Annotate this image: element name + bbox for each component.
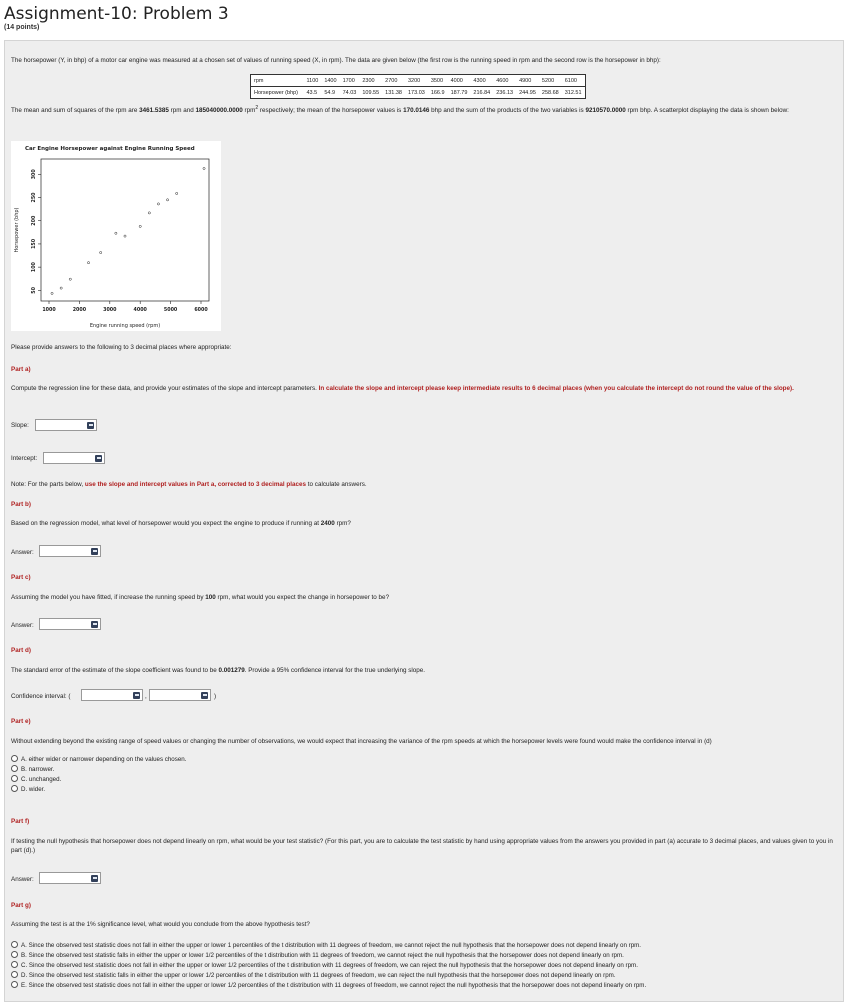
table-row-rpm [251, 75, 586, 87]
option-label: A. Since the observed test statistic does not fall in either the upper or lower 1 percentiles of the t distribution with 11 degrees of freedom, we cannot reject the null hypothesis that the horsepower does not depend linearly on rpm. [21, 942, 642, 949]
calculator-icon[interactable] [95, 455, 102, 462]
table-cell: 54.9 [321, 87, 339, 99]
table-cell: 2700 [382, 75, 405, 87]
radio-button[interactable] [11, 941, 18, 948]
option-label: D. wider. [21, 786, 46, 793]
table-cell: 236.13 [493, 87, 516, 99]
radio-button[interactable] [11, 775, 18, 782]
part-b-label: Part b) [11, 501, 31, 508]
part-b-text [11, 520, 351, 529]
ci-close: ) [214, 693, 217, 700]
option-label: C. Since the observed test statistic does not fall in either the upper or lower 1/2 percentiles of the t distribution with 11 degrees of freedom, we can reject the null hypothesis that the horsepower does not depend linearly on rpm. [21, 962, 638, 969]
part-d-text [11, 667, 425, 676]
part-b-answer-label: Answer: [11, 549, 34, 556]
part-f-answer-label: Answer: [11, 876, 34, 883]
intercept-input[interactable] [43, 452, 105, 464]
option-label: C. unchanged. [21, 776, 62, 783]
plot-background [11, 141, 221, 331]
part-g-option-b[interactable] [11, 951, 624, 960]
table-cell: 166.9 [428, 87, 448, 99]
x-tick-label: 5000 [163, 308, 178, 313]
table-cell: 1100 [303, 75, 321, 87]
superscript: 2 [255, 105, 259, 111]
radio-button[interactable] [11, 981, 18, 988]
scatterplot [11, 141, 221, 331]
calculator-icon[interactable] [87, 422, 94, 429]
option-label: B. Since the observed test statistic falls in either the upper or lower 1/2 percentiles of the t distribution with 11 degrees of freedom, we cannot reject the null hypothesis that the horsepower does not depend linearly on rpm. [21, 952, 624, 959]
instructions-text: Please provide answers to the following to 3 decimal places where appropriate: [11, 344, 232, 351]
part-d-se-value: 0.001279 [218, 667, 245, 674]
part-b-answer-input[interactable] [39, 545, 101, 557]
table-cell: 74.03 [340, 87, 360, 99]
part-g-option-a[interactable] [11, 941, 641, 950]
option-label: B. narrower. [21, 766, 55, 773]
part-a-instruction: In calculate the slope and intercept please keep intermediate results to 6 decimal places (when you calculate the intercept do not round the value of the slope). [318, 385, 794, 392]
summary-part4: respectively; the mean of the horsepower values is [259, 107, 402, 115]
part-a-label: Part a) [11, 366, 31, 373]
part-a-text [11, 385, 837, 394]
intro-text: The horsepower (Y, in bhp) of a motor car engine was measured at a chosen set of values of running speed (X, in rpm). The data are given below (the first row is the running speed in rpm and the second row is the horsepower in bhp): [11, 57, 661, 64]
note-emphasis: use the slope and intercept values in Part a, corrected to 3 decimal places [84, 481, 307, 488]
note-tail: to calculate answers. [307, 481, 367, 488]
part-d-question: The standard error of the estimate of the slope coefficient was found to be [11, 667, 217, 674]
part-g-text: Assuming the test is at the 1% significance level, what would you conclude from the above hypothesis test? [11, 921, 310, 928]
part-b-question: Based on the regression model, what level of horsepower would you expect the engine to produce if running at [11, 520, 320, 527]
part-e-option-b[interactable] [11, 765, 54, 774]
x-tick-label: 2000 [72, 308, 87, 313]
option-label: E. Since the observed test statistic does not fall in either the upper or lower 1/2 percentiles of the t distribution with 11 degrees of freedom, we cannot reject the null hypothesis that the horsepower does not depend linearly on rpm. [21, 982, 647, 989]
chart-title: Car Engine Horsepower against Engine Running Speed [25, 146, 195, 152]
data-table [250, 74, 586, 99]
part-c-answer-input[interactable] [39, 618, 101, 630]
ci-comma: , [145, 693, 147, 700]
table-cell: 5200 [539, 75, 562, 87]
part-f-label: Part f) [11, 818, 30, 825]
table-cell: 1400 [321, 75, 339, 87]
option-label: A. either wider or narrower depending on the values chosen. [21, 756, 187, 763]
y-axis-label: Horsepower (bhp) [14, 207, 20, 253]
summary-text [11, 104, 837, 116]
part-a-question: Compute the regression line for these data, and provide your estimates of the slope and intercept parameters. [11, 385, 317, 392]
table-cell: 258.68 [539, 87, 562, 99]
option-label: D. Since the observed test statistic falls in either the upper or lower 1/2 percentiles of the t distribution with 11 degrees of freedom, we can reject the null hypothesis that the horsepower does not depend linearly on rpm. [21, 972, 616, 979]
part-c-text [11, 594, 389, 603]
table-cell: 4600 [493, 75, 516, 87]
part-b-rpm-value: 2400 [320, 520, 335, 527]
radio-button[interactable] [11, 971, 18, 978]
table-cell: 173.03 [405, 87, 428, 99]
sum-prod-value: 9210570.0000 [585, 107, 626, 115]
radio-button[interactable] [11, 755, 18, 762]
page-title: Assignment-10: Problem 3 [4, 4, 229, 24]
table-cell: 131.38 [382, 87, 405, 99]
mean-hp-value: 170.0146 [403, 107, 430, 115]
summary-part5: bhp and the sum of the products of the two variables is [431, 107, 584, 115]
x-tick-label: 1000 [42, 308, 56, 313]
summary-part1: The mean and sum of squares of the rpm are [11, 107, 138, 115]
table-cell: 4300 [470, 75, 493, 87]
part-g-option-d[interactable] [11, 971, 616, 980]
radio-button[interactable] [11, 785, 18, 792]
slope-label: Slope: [11, 422, 29, 429]
part-e-label: Part e) [11, 718, 31, 725]
table-cell: 312.51 [562, 87, 585, 99]
summary-part2: rpm and [170, 107, 194, 115]
summary-part3: rpm [244, 107, 256, 115]
ss-rpm-value: 185040000.0000 [195, 107, 243, 115]
part-g-label: Part g) [11, 902, 31, 909]
table-cell: 2300 [359, 75, 382, 87]
calculator-icon[interactable] [133, 692, 140, 699]
summary-part6: rpm bhp. A scatterplot displaying the data is shown below: [627, 107, 789, 115]
part-e-option-a[interactable] [11, 755, 186, 764]
row-label-rpm: rpm [251, 75, 304, 87]
intercept-label: Intercept: [11, 455, 38, 462]
table-cell: 4900 [516, 75, 539, 87]
radio-button[interactable] [11, 951, 18, 958]
ci-upper-input[interactable] [149, 689, 211, 701]
table-cell: 3200 [405, 75, 428, 87]
table-cell: 216.84 [470, 87, 493, 99]
table-cell: 187.79 [448, 87, 471, 99]
calculator-icon[interactable] [91, 875, 98, 882]
part-b-tail: rpm? [336, 520, 351, 527]
table-cell: 6100 [562, 75, 585, 87]
table-cell: 4000 [448, 75, 471, 87]
calculator-icon[interactable] [201, 692, 208, 699]
note-text [11, 481, 367, 490]
calculator-icon[interactable] [91, 621, 98, 628]
ci-lower-input[interactable] [81, 689, 143, 701]
part-c-tail: rpm, what would you expect the change in horsepower to be? [217, 594, 390, 601]
x-tick-label: 6000 [194, 308, 208, 313]
x-tick-label: 3000 [103, 308, 117, 313]
y-tick-label: 200 [32, 215, 37, 226]
note-prefix: Note: For the parts below, [11, 481, 84, 488]
y-tick-label: 150 [32, 238, 37, 249]
table-cell: 109.55 [359, 87, 382, 99]
table-row-horsepower [251, 87, 586, 99]
y-tick-label: 300 [32, 169, 37, 180]
table-cell: 3500 [428, 75, 448, 87]
part-e-option-d[interactable] [11, 785, 45, 794]
y-tick-label: 50 [32, 287, 37, 294]
y-tick-label: 250 [32, 192, 37, 203]
row-label-horsepower: Horsepower (bhp) [251, 87, 304, 99]
part-g-option-c[interactable] [11, 961, 638, 970]
part-e-text: Without extending beyond the existing range of speed values or changing the number of observations, we would expect that increasing the variance of the rpm speeds at which the horsepower levels were found would make the confidence interval in (d) [11, 738, 712, 745]
part-c-rpm-value: 100 [205, 594, 216, 601]
part-f-answer-input[interactable] [39, 872, 101, 884]
table-cell: 1700 [340, 75, 360, 87]
part-d-label: Part d) [11, 647, 31, 654]
ci-label: Confidence interval: ( [11, 693, 71, 700]
calculator-icon[interactable] [91, 548, 98, 555]
part-f-text: If testing the null hypothesis that horsepower does not depend linearly on rpm, what would be your test statistic? (For this part, you are to calculate the test statistic by hand using appropriate values from the answers you provided in part (a) accurate to 3 decimal places, and values given to you in part (d).) [11, 838, 833, 854]
y-tick-label: 100 [32, 262, 37, 273]
part-c-label: Part c) [11, 574, 31, 581]
part-d-tail: . Provide a 95% confidence interval for the true underlying slope. [244, 667, 426, 674]
mean-rpm-value: 3461.5385 [139, 107, 169, 115]
part-g-option-e[interactable] [11, 981, 646, 990]
part-c-answer-label: Answer: [11, 622, 34, 629]
problem-panel [4, 40, 844, 1002]
slope-input[interactable] [35, 419, 97, 431]
radio-button[interactable] [11, 765, 18, 772]
radio-button[interactable] [11, 961, 18, 968]
x-axis-label: Engine running speed (rpm) [89, 323, 161, 329]
table-cell: 244.95 [516, 87, 539, 99]
points-label: (14 points) [4, 24, 40, 31]
table-cell: 43.5 [303, 87, 321, 99]
part-e-option-c[interactable] [11, 775, 61, 784]
x-tick-label: 4000 [133, 308, 147, 313]
part-c-question: Assuming the model you have fitted, if increase the running speed by [11, 594, 204, 601]
